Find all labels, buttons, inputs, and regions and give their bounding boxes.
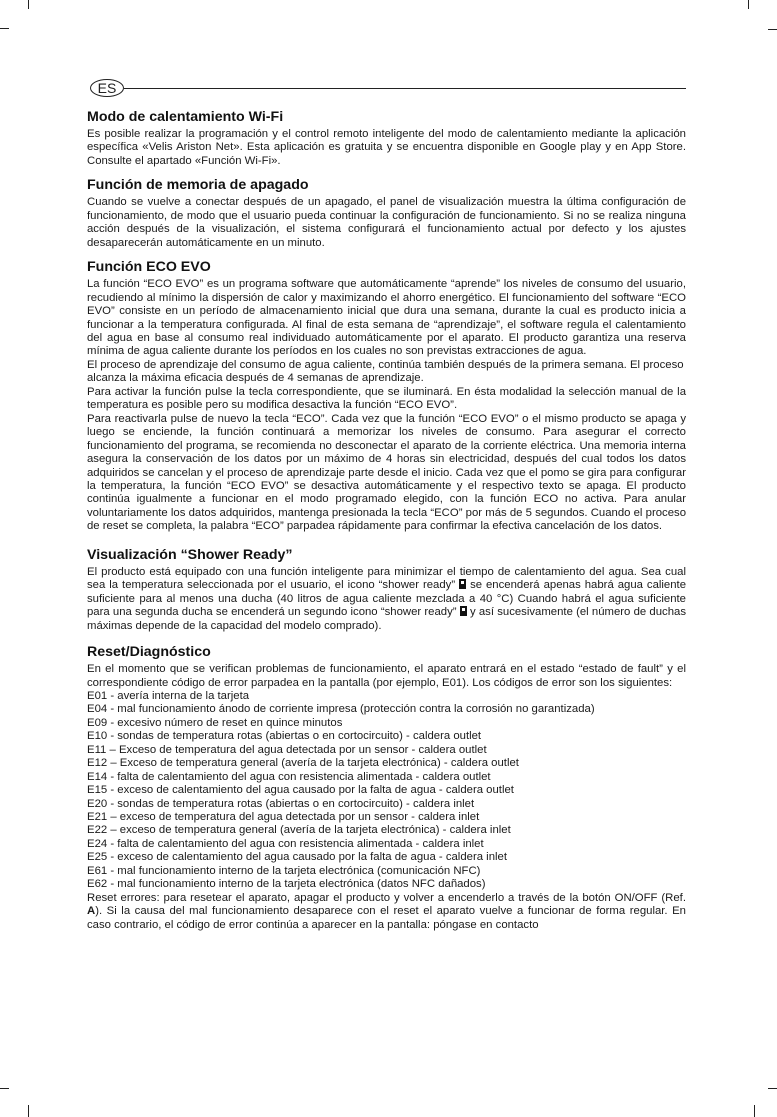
error-code-item: E10 - sondas de temperatura rotas (abiertas o en cortocircuito) - caldera outlet bbox=[87, 730, 482, 743]
crop-mark bbox=[748, 0, 749, 9]
text: El producto está equipado con una función inteligente para minimizar el tiempo de calentamiento del agua. Sea cual sea la temperatura seleccionada por el usuario, el icono “shower ready” bbox=[87, 565, 686, 592]
reference-letter: A bbox=[87, 905, 96, 918]
section-title: Función de memoria de apagado bbox=[87, 177, 309, 194]
error-code-item: E24 - falta de calentamiento del agua con resistencia alimentada - caldera inlet bbox=[87, 837, 484, 850]
paragraph: Para reactivarla pulse de nuevo la tecla “ECO”. Cada vez que la función “ECO EVO” o el mismo producto se apaga y luego se enciende, la función continuará a memorizar los niveles de consumo. Para asegurar el correcto funcionamiento del programa, se recomienda no desconectar el aparato de la corriente eléctrica. Una memoria interna asegura la conservación de los datos por un máximo de 4 horas sin electricidad, después del cual todos los datos adquiridos se cancelan y el proceso de aprendizaje parte desde el inicio. Cada vez que el pomo se gira para configurar la temperatura, la función “ECO EVO” se desactiva automáticamente y el respectivo texto se apaga. El producto continúa igualmente a funcionar en el modo programado elegido, con la función ECO no activa. Para anular voluntariamente los datos adquiridos, mantenga presionada la tecla “ECO” por más de 5 segundos. Cuando el proceso de reset se completa, la palabra “ECO” parpadea rápidamente para confirmar la efectiva cancelación de los datos. bbox=[87, 412, 686, 533]
error-code-list bbox=[87, 690, 686, 892]
section-wifi bbox=[87, 108, 686, 168]
crop-mark bbox=[768, 29, 777, 30]
error-code-item: E62 - mal funcionamiento interno de la tarjeta electrónica (datos NFC dañados) bbox=[87, 878, 486, 891]
paragraph: Cuando se vuelve a conectar después de un apagado, el panel de visualización muestra la última configuración de funcionamiento, de modo que el usuario pueda continuar la configuración de funcionamiento. Si no se realiza ninguna acción después de la visualización, el sistema configurará el funcionamiento actual por defecto y los ajustes desaparecerán automáticamente en un minuto. bbox=[87, 196, 686, 249]
text: y así sucesivamente (el número de duchas máximas depende de la capacidad del modelo comprado). bbox=[87, 606, 686, 632]
error-code-item: E61 - mal funcionamiento interno de la tarjeta electrónica (comunicación NFC) bbox=[87, 864, 481, 877]
section-memory bbox=[87, 176, 686, 250]
section-title: Función ECO EVO bbox=[87, 259, 211, 276]
paragraph bbox=[87, 566, 686, 633]
error-code-item: E21 – exceso de temperatura del agua detectada por un sensor - caldera inlet bbox=[87, 811, 480, 824]
reset-instructions bbox=[87, 892, 686, 932]
crop-mark bbox=[28, 0, 29, 9]
crop-mark bbox=[754, 1105, 755, 1117]
error-code-item: E01 - avería interna de la tarjeta bbox=[87, 689, 250, 702]
section-title: Reset/Diagnóstico bbox=[87, 644, 211, 661]
error-code-item: E22 – exceso de temperatura general (avería de la tarjeta electrónica) - caldera inlet bbox=[87, 824, 511, 837]
error-code-item: E11 – Exceso de temperatura del agua detectada por un sensor - caldera outlet bbox=[87, 743, 487, 756]
paragraph: En el momento que se verifican problemas de funcionamiento, el aparato entrará en el estado “estado de fault” y el correspondiente código de error parpadea en la pantalla (por ejemplo, E01). Los códigos de error son los siguientes: bbox=[87, 663, 686, 689]
section-shower-ready bbox=[87, 546, 686, 633]
error-code-item: E09 - excesivo número de reset en quince minutos bbox=[87, 716, 343, 729]
error-code-item: E15 - exceso de calentamiento del agua causado por la falta de agua - caldera outlet bbox=[87, 784, 514, 797]
manual-page bbox=[87, 78, 686, 932]
text: se encenderá apenas habrá agua caliente suficiente para al menos una ducha (40 litros de agua caliente mezclada a 40 °C) Cuando habrá el agua suficiente para una segunda ducha se encenderá un segundo icono “shower ready” bbox=[87, 579, 687, 619]
paragraph: El proceso de aprendizaje del consumo de agua caliente, continúa también después de la primera semana. El proceso alcanza la máxima eficacia después de 4 semanas de aprendizaje. bbox=[87, 358, 684, 385]
crop-mark bbox=[768, 1088, 777, 1089]
section-eco-evo bbox=[87, 258, 686, 534]
section-title: Modo de calentamiento Wi-Fi bbox=[87, 109, 284, 125]
error-code-item: E04 - mal funcionamiento ánodo de corriente impresa (protección contra la corrosión no garantizada) bbox=[87, 703, 595, 716]
error-code-item: E25 - exceso de calentamiento del agua causado por la falta de agua - caldera inlet bbox=[87, 851, 507, 864]
crop-mark bbox=[0, 28, 9, 29]
crop-mark bbox=[28, 1105, 29, 1117]
text: Reset errores: para resetear el aparato, apagar el producto y volver a encenderlo a través de la botón ON/OFF (Ref. bbox=[87, 891, 686, 904]
text: ). Si la causa del mal funcionamiento desaparece con el reset el aparato vuelve a funcionar de forma regular. En caso contrario, el código de error continúa a aparecer en la pantalla: póngase en contacto bbox=[87, 905, 686, 931]
section-reset-diagnostics bbox=[87, 643, 686, 932]
language-badge: ES bbox=[90, 79, 124, 97]
shower-ready-icon bbox=[459, 579, 466, 589]
shower-ready-icon bbox=[460, 606, 467, 616]
error-code-item: E14 - falta de calentamiento del agua con resistencia alimentada - caldera outlet bbox=[87, 770, 491, 783]
language-header bbox=[87, 78, 686, 100]
section-title: Visualización “Shower Ready” bbox=[87, 546, 293, 563]
paragraph: Es posible realizar la programación y el control remoto inteligente del modo de calentamiento mediante la aplicación específica «Velis Ariston Net». Esta aplicación es gratuita y se encuentra disponible en Google play y en App Store. Consulte el apartado «Función Wi-Fi». bbox=[87, 128, 686, 167]
error-code-item: E12 – Exceso de temperatura general (avería de la tarjeta electrónica) - caldera outlet bbox=[87, 757, 519, 770]
error-code-item: E20 - sondas de temperatura rotas (abiertas o en cortocircuito) - caldera inlet bbox=[87, 797, 475, 810]
paragraph: La función “ECO EVO” es un programa software que automáticamente “aprende” los niveles de consumo del usuario, recudiendo al mínimo la dispersión de calor y maximizando el ahorro energético. El funcionamiento del software “ECO EVO” consiste en un período de almacenamiento inicial que dura una semana, durante la cual es producto inicia a funcionar a la temperatura configurada. Al final de esta semana de “aprendizaje”, el software regula el calentamiento del agua en base al consumo real individuado automáticamente por el aparato. El producto garantiza una reserva mínima de agua caliente durante los períodos en los cuales no son previstas extracciones de agua. bbox=[87, 278, 686, 358]
crop-mark bbox=[0, 1088, 9, 1089]
paragraph: Para activar la función pulse la tecla correspondiente, que se iluminará. En ésta modalidad la selección manual de la temperatura es posible pero su modifica desactiva la función “ECO EVO”. bbox=[87, 385, 686, 412]
header-rule bbox=[124, 88, 686, 89]
